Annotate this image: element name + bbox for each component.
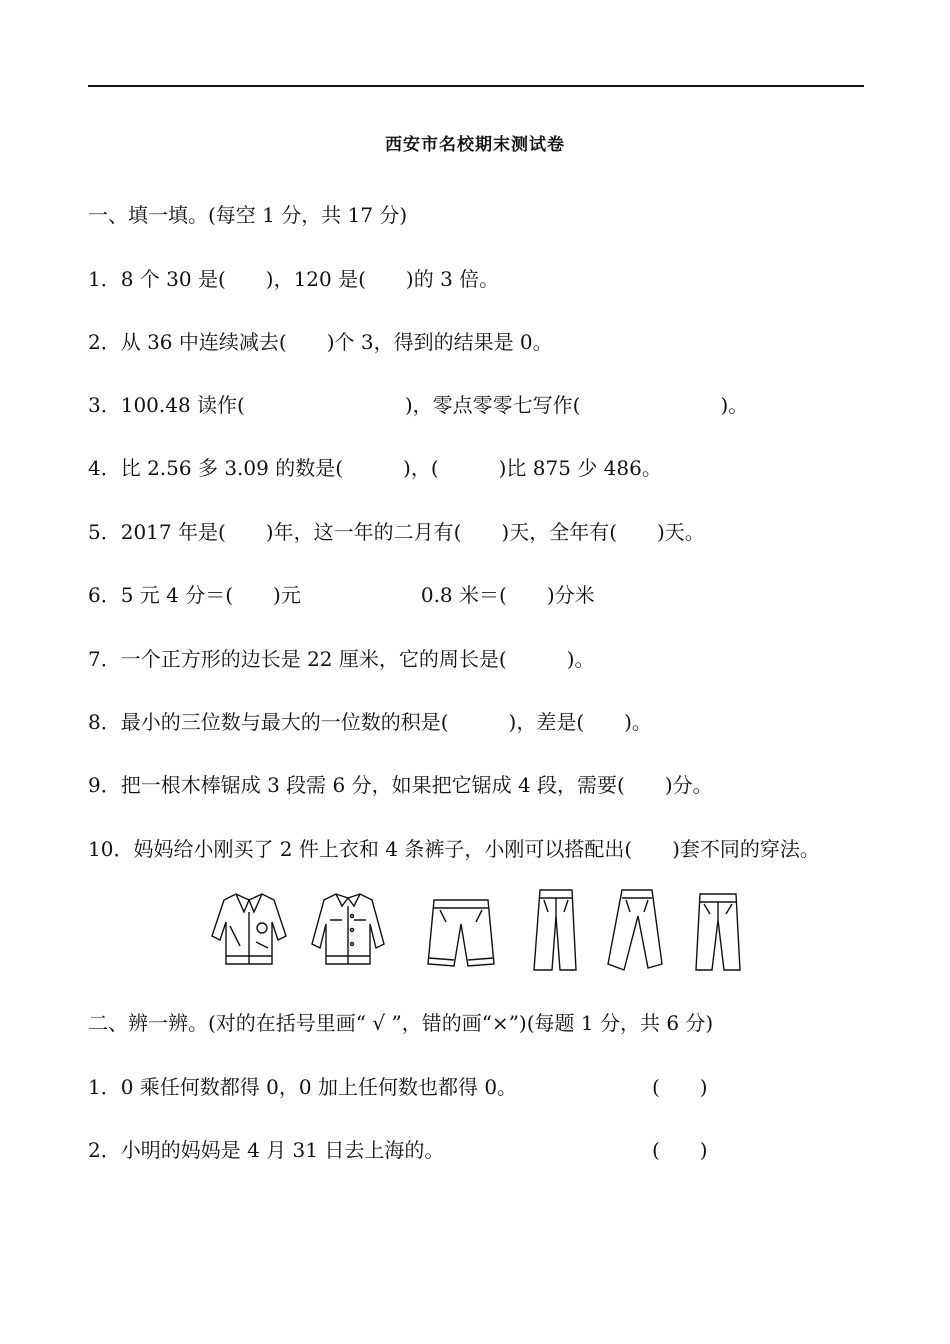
shorts-icon — [424, 886, 498, 970]
pants-icon — [528, 886, 584, 974]
question-2: 2．从 36 中连续减去( )个 3，得到的结果是 0。 — [88, 330, 553, 354]
clothes-illustration — [200, 886, 760, 976]
question-9: 9．把一根木棒锯成 3 段需 6 分，如果把它锯成 4 段，需要( )分。 — [88, 773, 713, 797]
question-4: 4．比 2.56 多 3.09 的数是( )，( )比 875 少 486。 — [88, 456, 662, 480]
question-1: 1．8 个 30 是( )，120 是( )的 3 倍。 — [88, 267, 500, 291]
question-7: 7．一个正方形的边长是 22 厘米，它的周长是( )。 — [88, 647, 595, 671]
jacket-icon — [308, 886, 388, 970]
judge-question-2: 2．小明的妈妈是 4 月 31 日去上海的。 — [88, 1138, 445, 1162]
answer-paren-1[interactable]: ( ) — [652, 1075, 708, 1099]
section2-heading: 二、辨一辨。(对的在括号里画“ √ ”，错的画“×”)(每题 1 分，共 6 分) — [88, 1011, 714, 1035]
judge-question-1: 1．0 乘任何数都得 0，0 加上任何数也都得 0。 — [88, 1075, 518, 1099]
section1-heading: 一、填一填。(每空 1 分，共 17 分) — [88, 203, 408, 227]
header-rule — [88, 85, 864, 87]
question-8: 8．最小的三位数与最大的一位数的积是( )，差是( )。 — [88, 710, 652, 734]
pants-icon — [604, 886, 666, 974]
page-title: 西安市名校期末测试卷 — [385, 135, 565, 155]
question-10: 10．妈妈给小刚买了 2 件上衣和 4 条裤子，小刚可以搭配出( )套不同的穿法。 — [88, 837, 820, 861]
question-6: 6．5 元 4 分＝( )元 0.8 米＝( )分米 — [88, 583, 595, 607]
question-3: 3．100.48 读作( )，零点零零七写作( )。 — [88, 393, 749, 417]
answer-paren-2[interactable]: ( ) — [652, 1138, 708, 1162]
pants-icon — [690, 886, 748, 974]
question-5: 5．2017 年是( )年，这一年的二月有( )天，全年有( )天。 — [88, 520, 705, 544]
jacket-icon — [208, 886, 290, 970]
